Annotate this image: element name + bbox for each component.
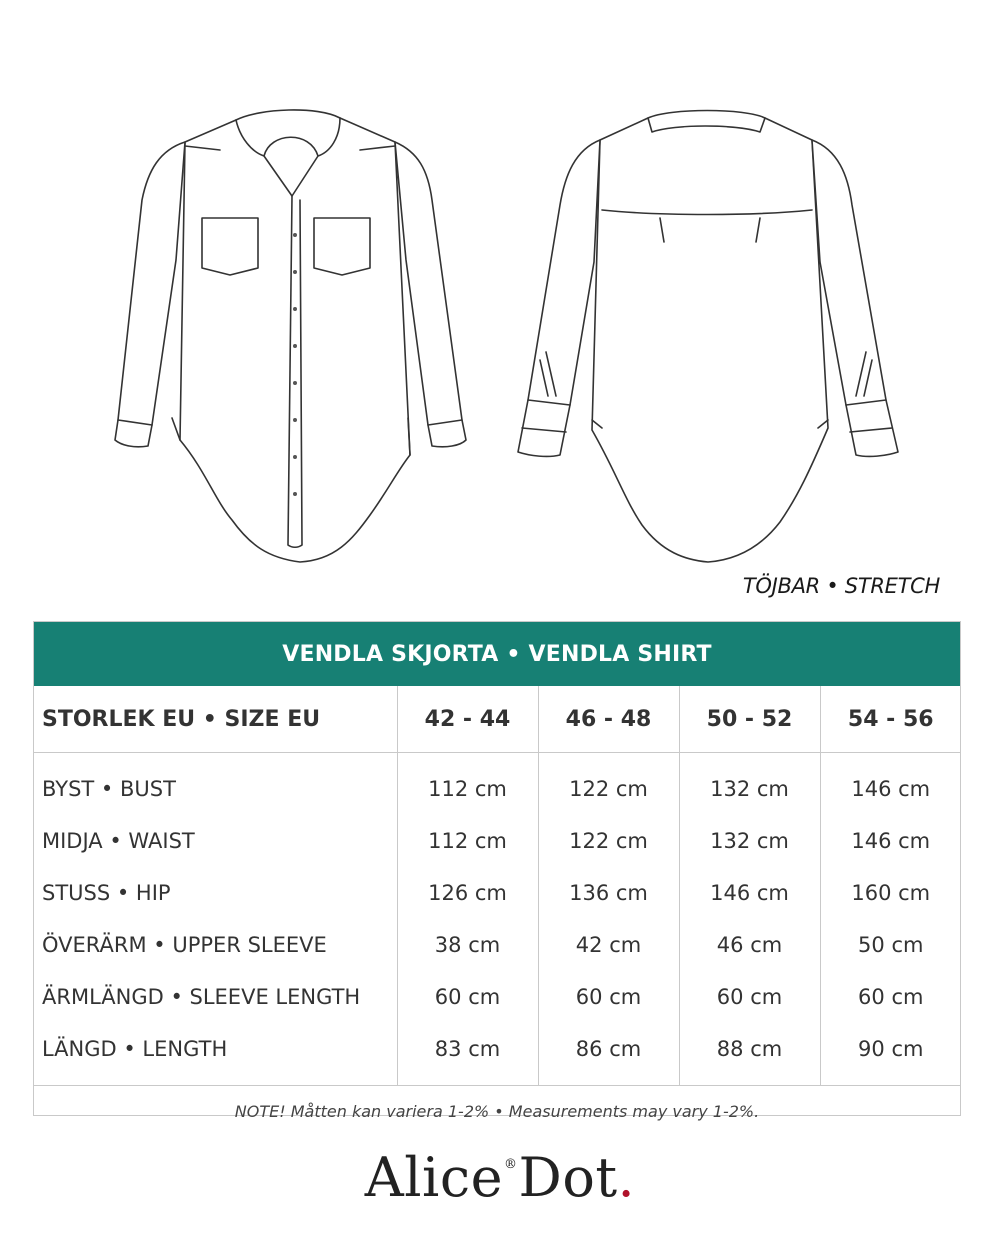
measurement-note: NOTE! Måtten kan variera 1-2% • Measurements may vary 1-2%. <box>34 1085 960 1136</box>
brand-logo <box>0 1146 1000 1209</box>
table-cell: 112 cm <box>397 815 538 867</box>
table-row <box>34 919 961 971</box>
table-row <box>34 1023 961 1085</box>
row-label: MIDJA • WAIST <box>42 829 195 853</box>
table-cell: 38 cm <box>397 919 538 971</box>
brand-name-part: Dot <box>518 1146 618 1209</box>
table-cell: 83 cm <box>397 1023 538 1085</box>
table-row <box>34 971 961 1023</box>
shirt-back-sketch <box>518 111 898 563</box>
table-cell: 60 cm <box>820 971 961 1023</box>
table-cell: 46 cm <box>679 919 820 971</box>
table-cell: 132 cm <box>679 815 820 867</box>
row-label: LÄNGD • LENGTH <box>42 1037 228 1061</box>
brand-dot: . <box>617 1146 636 1209</box>
row-label: ÖVERÄRM • UPPER SLEEVE <box>42 933 327 957</box>
table-cell: 42 cm <box>538 919 679 971</box>
table-cell: 60 cm <box>397 971 538 1023</box>
table-cell: 86 cm <box>538 1023 679 1085</box>
size-header-cell: 42 - 44 <box>397 686 538 753</box>
shirt-front-sketch <box>115 110 466 562</box>
size-header-row <box>34 686 961 753</box>
table-cell: 146 cm <box>820 753 961 816</box>
table-cell: 50 cm <box>820 919 961 971</box>
table-cell: 122 cm <box>538 815 679 867</box>
table-cell: 132 cm <box>679 753 820 816</box>
stretch-label: TÖJBAR • STRETCH <box>742 574 940 598</box>
table-row <box>34 753 961 816</box>
size-header-cell: 50 - 52 <box>679 686 820 753</box>
table-cell: 122 cm <box>538 753 679 816</box>
table-cell: 126 cm <box>397 867 538 919</box>
table-cell: 90 cm <box>820 1023 961 1085</box>
table-cell: 60 cm <box>538 971 679 1023</box>
size-header-label: STORLEK EU • SIZE EU <box>34 686 397 753</box>
table-row <box>34 867 961 919</box>
table-cell: 160 cm <box>820 867 961 919</box>
table-cell: 146 cm <box>679 867 820 919</box>
garment-sketches <box>0 0 1000 580</box>
table-cell: 136 cm <box>538 867 679 919</box>
row-label: BYST • BUST <box>42 777 176 801</box>
size-table <box>34 686 961 1085</box>
table-cell: 88 cm <box>679 1023 820 1085</box>
table-cell: 112 cm <box>397 753 538 816</box>
brand-name-part: Alice <box>364 1146 504 1209</box>
row-label: ÄRMLÄNGD • SLEEVE LENGTH <box>42 985 361 1009</box>
size-header-cell: 46 - 48 <box>538 686 679 753</box>
table-cell: 146 cm <box>820 815 961 867</box>
size-chart <box>33 621 961 1121</box>
row-label: STUSS • HIP <box>42 881 171 905</box>
size-chart-title: VENDLA SKJORTA • VENDLA SHIRT <box>34 622 960 686</box>
size-header-cell: 54 - 56 <box>820 686 961 753</box>
registered-mark: ® <box>504 1157 518 1172</box>
table-row <box>34 815 961 867</box>
table-cell: 60 cm <box>679 971 820 1023</box>
